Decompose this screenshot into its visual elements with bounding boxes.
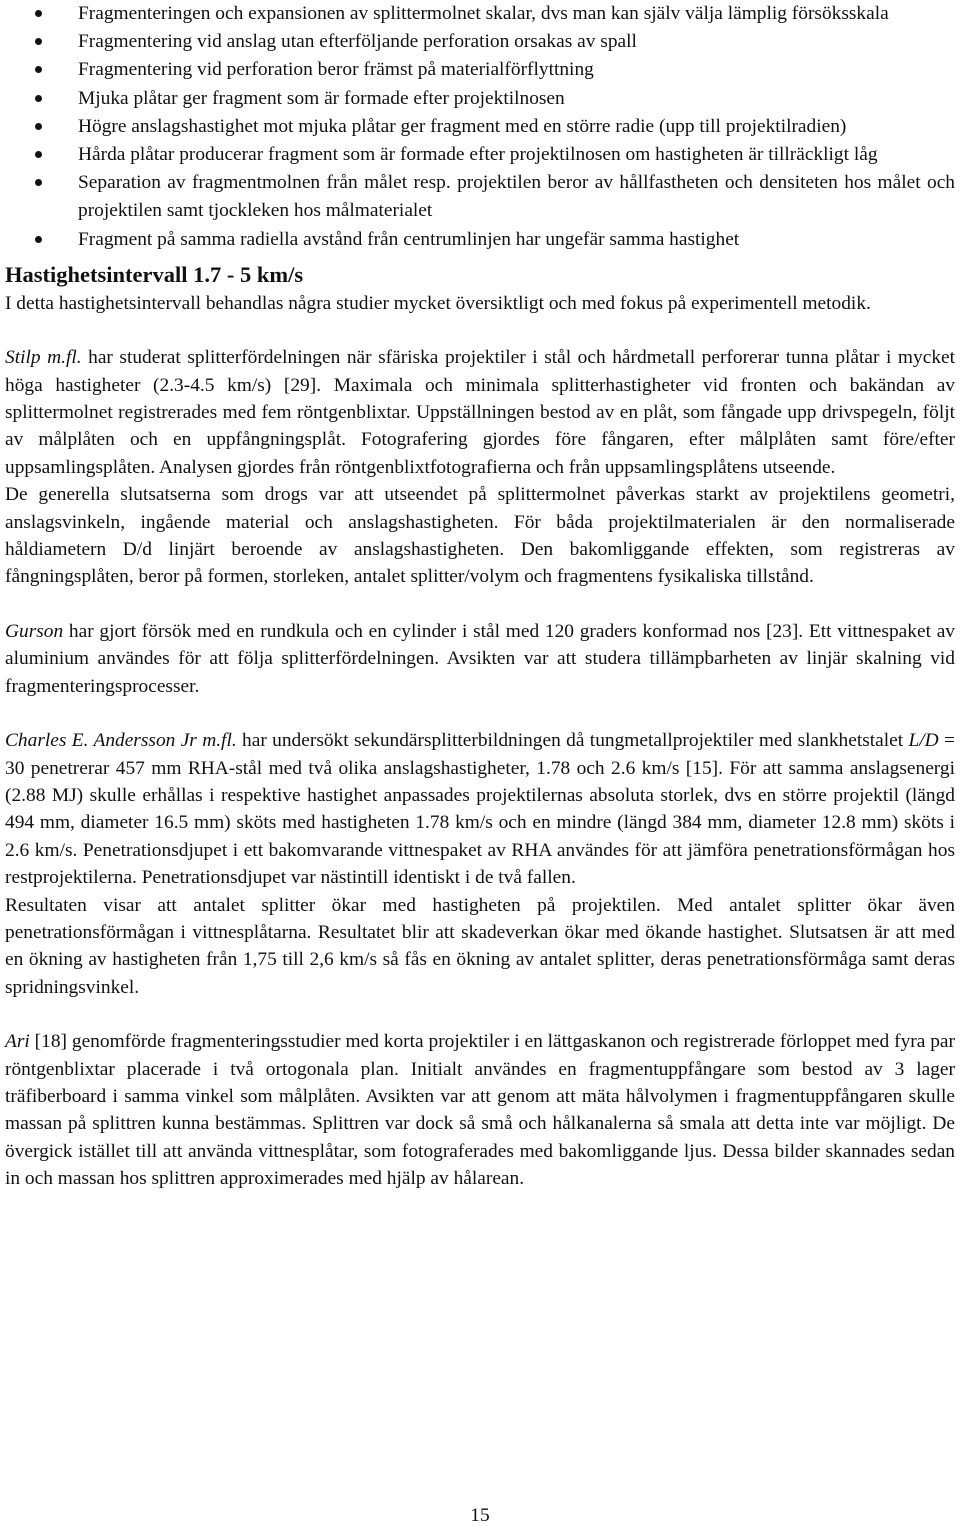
document-page	[5, 0, 955, 1193]
author-name: Ari	[5, 1031, 30, 1053]
results-paragraph: Resultaten visar att antalet splitter ökar med hastigheten på projektilen. Med antalet splitter ökar även penetrationsförmågan i vittnesplåtarna. Resultatet blir att skadeverkan ökar med ökande hastighet. Slutsatsen är att med en ökning av hastigheten från 1,75 till 2,6 km/s så fås en ökning av antalet splitter, deras penetrationsförmåga samt deras spridningsvinkel.	[5, 894, 955, 998]
bullet-icon	[35, 236, 42, 243]
author-name: Gurson	[5, 620, 64, 642]
bullet-item: Fragment på samma radiella avstånd från centrumlinjen har ungefär samma hastighet	[5, 226, 955, 254]
slenderness-ratio: L/D	[908, 730, 939, 752]
bullet-item: Fragmentering vid anslag utan efterföljande perforation orsakas av spall	[5, 28, 955, 56]
bullet-icon	[35, 123, 42, 130]
page-number: 15	[470, 1505, 490, 1526]
bullet-item: Fragmentering vid perforation beror främst på materialförflyttning	[5, 56, 955, 84]
bullet-item: Hårda plåtar producerar fragment som är formade efter projektilnosen om hastigheten är tillräckligt låg	[5, 141, 955, 169]
bullet-item: Mjuka plåtar ger fragment som är formade efter projektilnosen	[5, 85, 955, 113]
bullet-icon	[35, 151, 42, 158]
andersson-paragraph: Charles E. Andersson Jr m.fl. har undersökt sekundärsplitterbildningen då tungmetallprojektiler med slankhetstalet L/D = 30 penetrerar 457 mm RHA-stål med två olika anslagshastigheter, 1.78 och 2.6 km/s [15]. För att samma anslagsenergi (2.88 MJ) skulle erhållas i respektive hastighet anpassades projektilernas absoluta storlek, dvs en större projektil (längd 494 mm, diameter 16.5 mm) sköts med hastigheten 1.78 km/s och en mindre (längd 384 mm, diameter 12.8 mm) sköts i 2.6 km/s. Penetrationsdjupet i ett bakomvarande vittnespaket av RHA användes för att jämföra penetrationsförmågan hos restprojektilerna. Penetrationsdjupet var nästintill identiskt i de två fallen.	[5, 730, 955, 889]
findings-list	[5, 0, 955, 254]
author-name: Stilp m.fl.	[5, 347, 82, 369]
bullet-icon	[35, 10, 42, 17]
author-name: Charles E. Andersson Jr m.fl.	[5, 730, 237, 752]
conclusions-paragraph: De generella slutsatserna som drogs var att utseendet på splittermolnet påverkas starkt av projektilens geometri, anslagsvinkeln, ingående material och anslagshastigheten. För båda projektilmaterialen är den normaliserade håldiametern D/d linjärt beroende av anslagshastigheten. Den bakomliggande effekten, som registreras av fångningsplåten, beror på formen, storleken, antalet splitter/volym och fragmentens fysikaliska tillstånd.	[5, 484, 955, 588]
bullet-icon	[35, 95, 42, 102]
intro-paragraph: I detta hastighetsintervall behandlas några studier mycket översiktligt och med fokus på experimentell metodik.	[5, 292, 871, 314]
stilp-paragraph: Stilp m.fl. har studerat splitterfördelningen när sfäriska projektiler i stål och hårdmetall perforerar tunna plåtar i mycket höga hastigheter (2.3-4.5 km/s) [29]. Maximala och minimala splitterhastigheter vid fronten och bakändan av splittermolnet registrerades med fem röntgenblixtar. Uppställningen bestod av en plåt, som fångade upp drivspegeln, följt av målplåten och en uppfångningsplåt. Fotografering gjordes före fångaren, efter målplåten samt före/efter uppsamlingsplåten. Analysen gjordes från röntgenblixtfotografierna och från uppsamlingsplåtens utseende.	[5, 347, 956, 478]
bullet-item: Högre anslagshastighet mot mjuka plåtar ger fragment med en större radie (upp till projektilradien)	[5, 113, 955, 141]
section-heading: Hastighetsintervall 1.7 - 5 km/s	[5, 261, 304, 287]
bullet-icon	[35, 179, 42, 186]
gurson-paragraph: Gurson har gjort försök med en rundkula och en cylinder i stål med 120 graders konformad nos [23]. Ett vittnespaket av aluminium användes för att följa splitterfördelningen. Avsikten var att studera tillämpbarheten av linjär skalning vid fragmenteringsprocesser.	[5, 620, 955, 697]
bullet-item: Separation av fragmentmolnen från målet resp. projektilen beror av hållfastheten och densiteten hos målet och projektilen samt tjockleken hos målmaterialet	[5, 169, 955, 225]
bullet-icon	[35, 38, 42, 45]
bullet-icon	[35, 66, 42, 73]
ari-paragraph: Ari [18] genomförde fragmenteringsstudier med korta projektiler i en lättgaskanon och registrerade förloppet med fyra par röntgenblixtar placerade i två ortogonala plan. Initialt användes en fragmentuppfångare som bestod av 3 lager träfiberboard i samma vinkel som målplåten. Avsikten var att genom att mäta hålvolymen i fragmentuppfångaren skulle massan på splittren kunna bestämmas. Splittren var dock så små och hålkanalerna så smala att detta inte var möjligt. De övergick istället till att använda vittnesplåtar, som fotograferades med bakomliggande ljus. Dessa bilder skannades sedan in och massan hos splittren approximerades med hjälp av hålarean.	[5, 1031, 955, 1190]
bullet-item: Fragmenteringen och expansionen av splittermolnet skalar, dvs man kan själv välja lämplig försöksskala	[5, 0, 955, 28]
